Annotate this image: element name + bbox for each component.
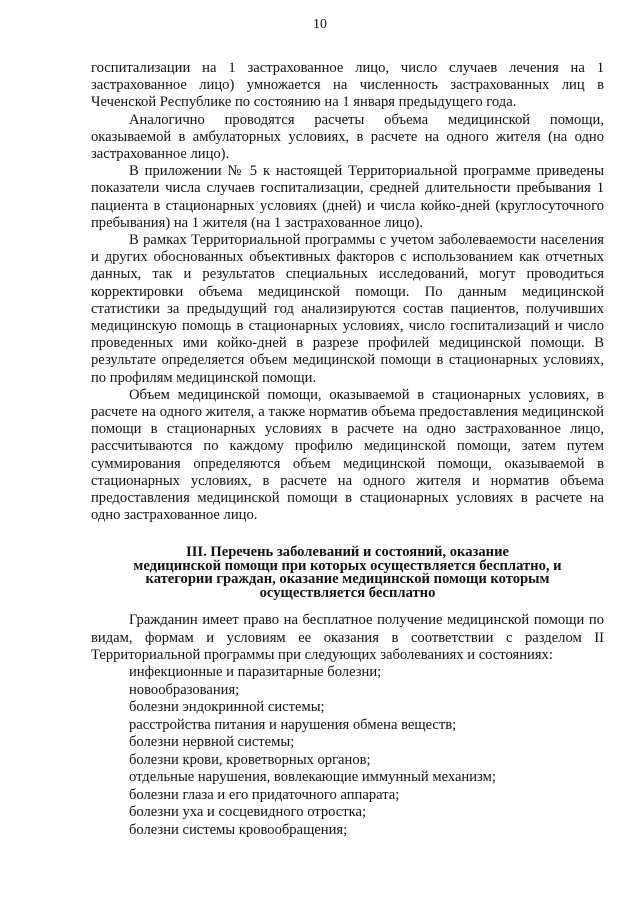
- section-title: [91, 546, 604, 600]
- list-item: болезни эндокринной системы;: [129, 699, 325, 716]
- section-title-line: категории граждан, оказание медицинской помощи которым: [145, 571, 550, 588]
- list-item: болезни глаза и его придаточного аппарата;: [129, 786, 400, 803]
- paragraph-appendix-5: В приложении № 5 к настоящей Территориальной программе приведены показатели числа случаев госпитализации, средней длительности пребывания 1 пациента в стационарных условиях (дней) и числа койко-дней (круглосуточного пребывания) на 1 жителя (на 1 застрахованное лицо).: [91, 163, 604, 231]
- list-item: отдельные нарушения, вовлекающие иммунный механизм;: [129, 769, 496, 786]
- section-title-line: медицинской помощи при которых осуществляется бесплатно, и: [133, 557, 562, 574]
- paragraph-ambulatory: Аналогично проводятся расчеты объема медицинской помощи, оказываемой в амбулаторных условиях, в расчете на одного жителя (на одно застрахованное лицо).: [91, 111, 604, 163]
- document-body: [91, 60, 604, 839]
- list-item: инфекционные и паразитарные болезни;: [129, 664, 382, 681]
- page-number: 10: [313, 17, 327, 32]
- paragraph-inpatient-volume: Объем медицинской помощи, оказываемой в стационарных условиях, в расчете на одного жителя, а также норматив объема предоставления медицинской помощи в стационарных условиях в расчете на одно застрахованное лицо, рассчитываются по каждому профилю медицинской помощи, затем путем суммирования определяются объем медицинской помощи, оказываемой в стационарных условиях, в расчете на одного жителя и норматив объема предоставления медицинской помощи в стационарных условиях в расчете на одно застрахованное лицо.: [91, 386, 604, 524]
- section-title-line: осуществляется бесплатно: [259, 584, 436, 601]
- section-title-line: III. Перечень заболеваний и состояний, оказание: [186, 544, 509, 561]
- paragraph-intro: Гражданин имеет право на бесплатное получение медицинской помощи по видам, формам и условиям ее оказания в соответствии с разделом II Территориальной программы при следующих заболеваниях и состояниях:: [91, 612, 604, 663]
- list-item: болезни нервной системы;: [129, 734, 295, 751]
- conditions-list: [91, 664, 604, 839]
- list-item: новообразования;: [129, 681, 240, 698]
- paragraph-continuation: госпитализации на 1 застрахованное лицо, число случаев лечения на 1 застрахованное лицо) умножается на численность застрахованных лиц в Чеченской Республике по состоянию на 1 января предыдущего года.: [91, 60, 604, 111]
- list-item: болезни уха и сосцевидного отростка;: [129, 804, 367, 821]
- list-item: болезни системы кровообращения;: [129, 821, 348, 838]
- list-item: болезни крови, кроветворных органов;: [129, 751, 371, 768]
- paragraph-adjustments: В рамках Территориальной программы с учетом заболеваемости населения и других обоснованных объективных факторов с использованием как отчетных данных, так и результатов специальных исследований, могут проводиться корректировки объема медицинской помощи. По данным медицинской статистики за предыдущий год анализируются состав пациентов, получивших медицинскую помощь в стационарных условиях, число госпитализаций и число проведенных ими койко-дней в разрезе профилей медицинской помощи. В результате определяется объем медицинской помощи в стационарных условиях, по профилям медицинской помощи.: [91, 232, 604, 386]
- list-item: расстройства питания и нарушения обмена веществ;: [129, 716, 457, 733]
